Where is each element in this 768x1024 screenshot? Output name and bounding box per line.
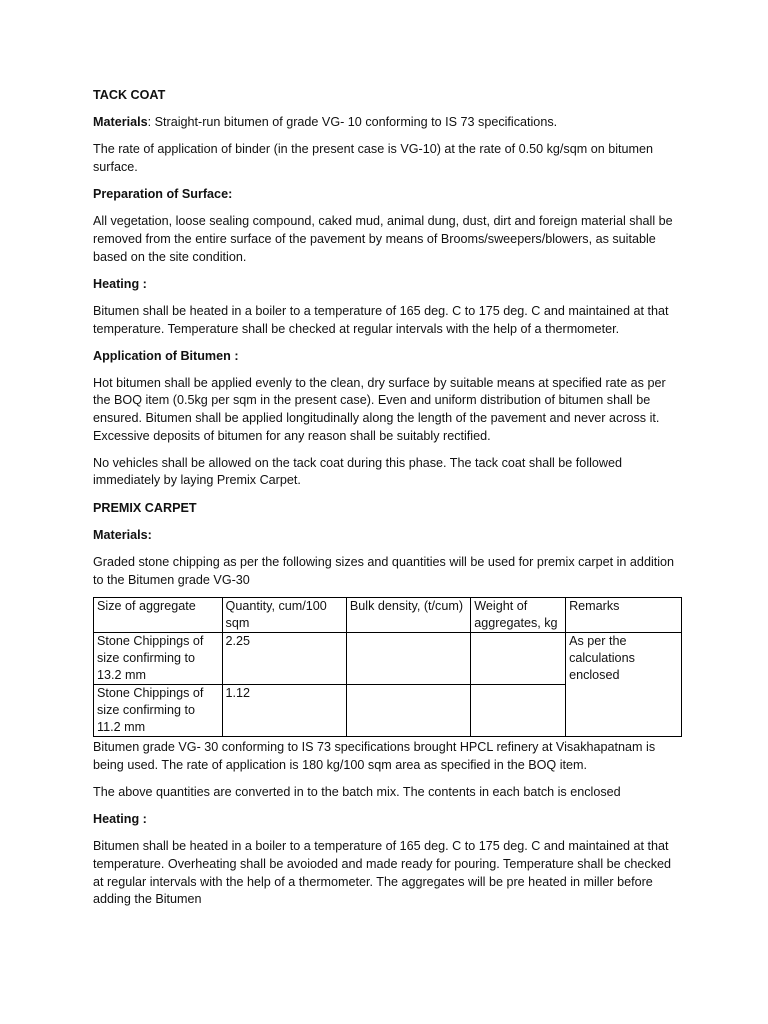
application-heading: Application of Bitumen : <box>93 348 239 363</box>
table-header-cell: Weight of aggregates, kg <box>471 598 566 633</box>
table-cell <box>346 633 470 685</box>
tack-coat-heading: TACK COAT <box>93 88 166 102</box>
table-cell: 1.12 <box>222 685 346 737</box>
table-header-cell: Quantity, cum/100 sqm <box>222 598 346 633</box>
table-header-row <box>94 598 682 633</box>
aggregate-table <box>93 597 682 737</box>
premix-carpet-heading: PREMIX CARPET <box>93 500 197 515</box>
materials-text: : Straight-run bitumen of grade VG- 10 conforming to IS 73 specifications. <box>147 115 558 130</box>
tack-coat-materials <box>93 114 683 132</box>
table-header-cell: Remarks <box>566 598 682 633</box>
table-cell <box>471 685 566 737</box>
premix-heating-heading: Heating : <box>93 812 147 827</box>
batch-mix-text: The above quantities are converted in to the batch mix. The contents in each batch is enclosed <box>93 784 621 799</box>
bitumen-grade-text: Bitumen grade VG- 30 conforming to IS 73 specifications brought HPCL refinery at Visakhapatnam is being used. The rate of application is 180 kg/100 sqm area as specified in the BOQ item. <box>93 740 656 772</box>
application-text: Hot bitumen shall be applied evenly to the clean, dry surface by suitable means at specified rate as per the BOQ item (0.5kg per sqm in the present case). Even and uniform distribution of bitumen shall be ensured. Bitumen shall be applied longitudinally along the length of the pavement and never across it. Excessive deposits of bitumen for any reason shall be suitably rectified. <box>93 375 666 443</box>
heating-text: Bitumen shall be heated in a boiler to a temperature of 165 deg. C to 175 deg. C and maintained at that temperature. Temperature shall be checked at regular intervals with the help of a thermometer. <box>93 303 669 336</box>
premix-materials-heading: Materials: <box>93 527 152 542</box>
preparation-text: All vegetation, loose sealing compound, caked mud, animal dung, dust, dirt and foreign material shall be removed from the entire surface of the pavement by means of Brooms/sweepers/blowers, as suitable based on the site condition. <box>93 214 673 264</box>
preparation-heading: Preparation of Surface: <box>93 187 233 202</box>
materials-label: Materials <box>93 115 148 130</box>
table-cell: Stone Chippings of size confirming to 11.2 mm <box>94 685 223 737</box>
table-cell <box>346 685 470 737</box>
table-cell: 2.25 <box>222 633 346 685</box>
heating-heading: Heating : <box>93 276 147 291</box>
tack-coat-rate: The rate of application of binder (in the present case is VG-10) at the rate of 0.50 kg/sqm on bitumen surface. <box>93 142 654 174</box>
table-row <box>94 633 682 685</box>
table-cell: Stone Chippings of size confirming to 13.2 mm <box>94 633 223 685</box>
vehicles-text: No vehicles shall be allowed on the tack coat during this phase. The tack coat shall be followed immediately by laying Premix Carpet. <box>93 455 623 488</box>
premix-intro-text: Graded stone chipping as per the following sizes and quantities will be used for premix carpet in addition to the Bitumen grade VG-30 <box>93 555 675 587</box>
premix-heating-text: Bitumen shall be heated in a boiler to a temperature of 165 deg. C to 175 deg. C and maintained at that temperature. Overheating shall be avoioded and made ready for pouring. Temperature shall be checked at regular intervals with the help of a thermometer. The aggregates will be pre heated in miller before adding the Bitumen <box>93 839 672 907</box>
table-remarks-cell: As per the calculations enclosed <box>566 633 682 737</box>
document-body <box>93 87 683 918</box>
table-header-cell: Bulk density, (t/cum) <box>346 598 470 633</box>
table-cell <box>471 633 566 685</box>
table-header-cell: Size of aggregate <box>94 598 223 633</box>
